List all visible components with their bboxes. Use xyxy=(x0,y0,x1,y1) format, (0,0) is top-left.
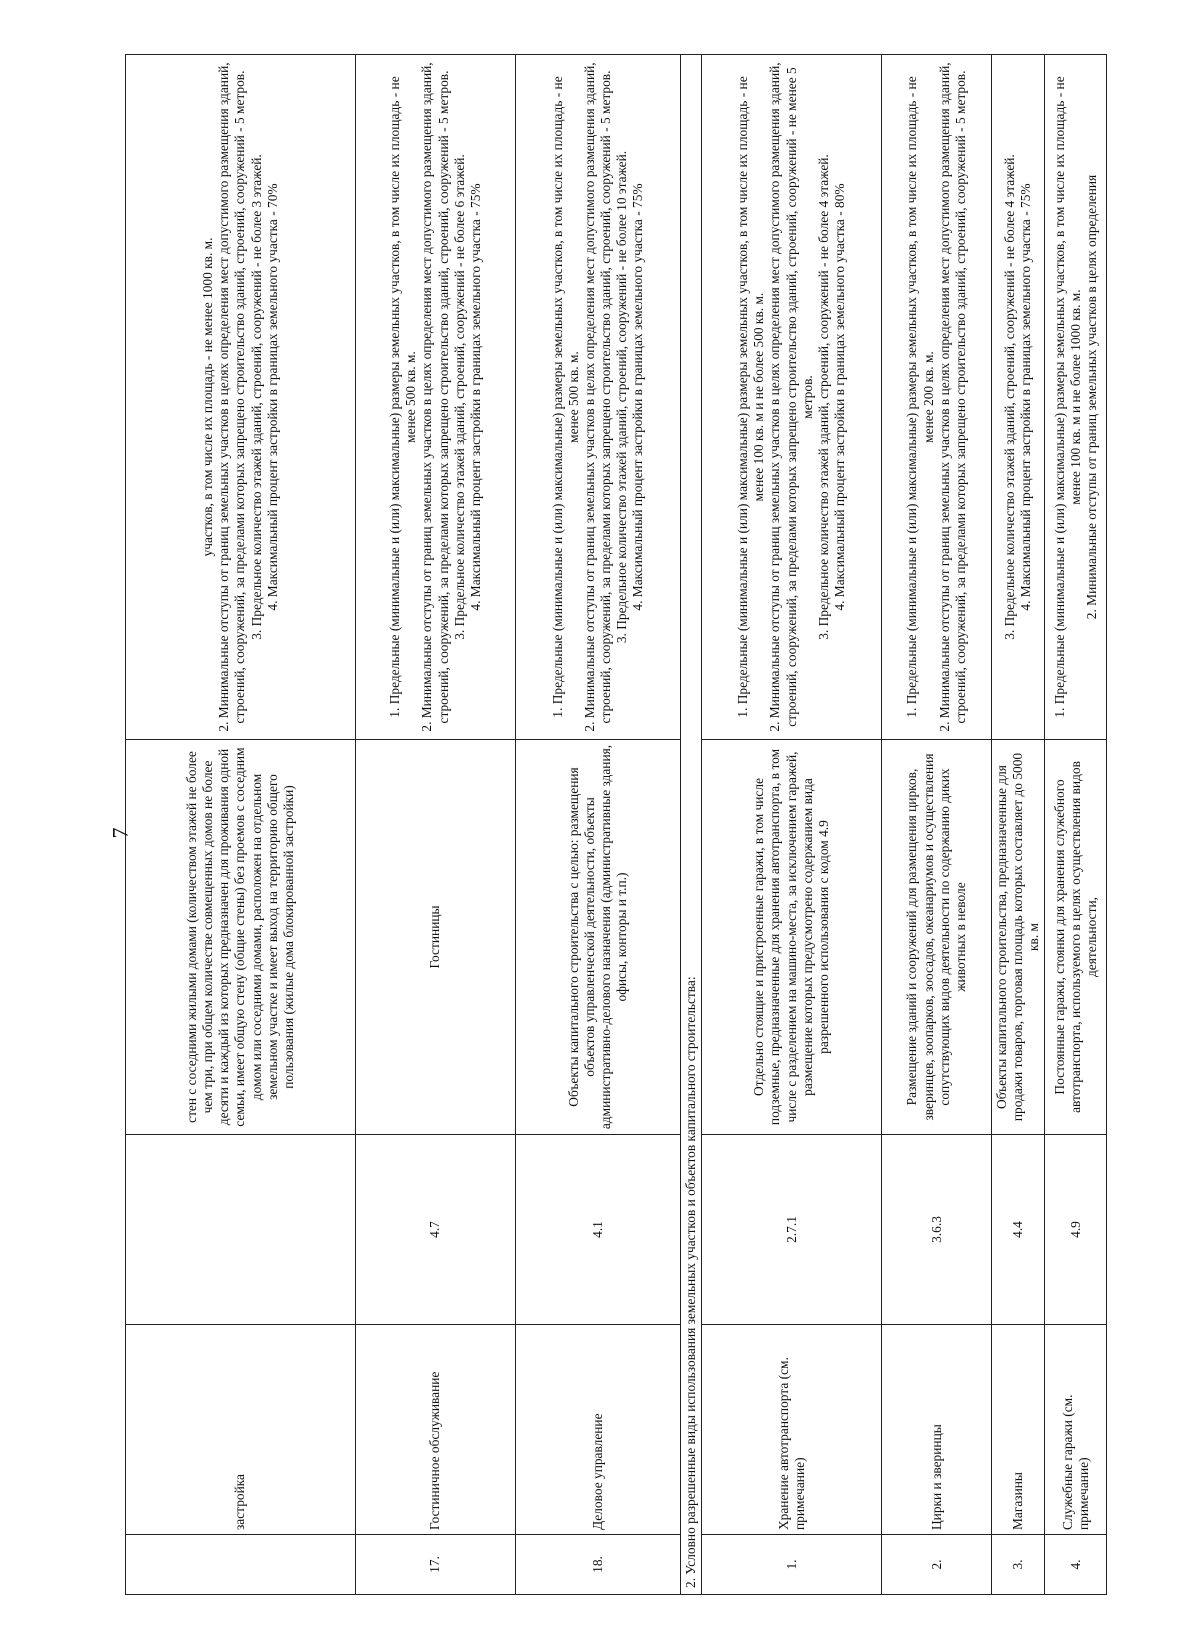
row-number: 3. xyxy=(992,1535,1045,1595)
use-code: 4.4 xyxy=(992,1135,1045,1325)
parameter-line: 1. Предельные (минимальные и (или) максимальные) размеры земельных участков, в том числе их площадь - не менее 200 кв. м. xyxy=(904,76,936,718)
use-description: Размещение зданий и сооружений для размещения цирков, зверинцев, зоопарков, зоосадов, океанариумов и осуществления сопутствующих видов деятельности по содержанию диких животных в неволе xyxy=(882,740,992,1135)
use-name: застройка xyxy=(126,1325,356,1535)
table-row xyxy=(702,55,882,1595)
parameter-line: 2. Минимальные отступы от границ земельных участков в целях определения мест допустимого размещения зданий, строений, сооружений, за пределами которых запрещено строительство зданий, строений, сооружений - 5 метров. xyxy=(936,62,968,732)
use-code xyxy=(126,1135,356,1325)
use-name: Служебные гаражи (см. примечание) xyxy=(1045,1325,1107,1535)
use-description: Отдельно стоящие и пристроенные гаражи, в том числе подземные, предназначенные для хранения автотранспорта, в том числе с разделением на машино-места, за исключением гаражей, размещение которых предусмотрено содержанием вида разрешенного использования с кодом 4.9 xyxy=(702,740,882,1135)
use-name: Хранение автотранспорта (см. примечание) xyxy=(702,1325,882,1535)
parameter-line: 2. Минимальные отступы от границ земельных участков в целях определения мест допустимого размещения зданий, строений, сооружений, за пределами которых запрещено строительство зданий, строений, сооружений - 5 метров. xyxy=(419,62,451,732)
parameters xyxy=(992,55,1045,740)
table-row xyxy=(356,55,516,1595)
parameter-line: 4. Максимальный процент застройки в границах земельного участка - 75% xyxy=(1018,183,1034,611)
parameter-line: 2. Минимальные отступы от границ земельных участков в целях определения мест допустимого размещения зданий, строений, сооружений, за пределами которых запрещено строительство зданий, строений, сооружений - 5 метров. xyxy=(216,62,248,732)
use-name: Гостиничное обслуживание xyxy=(356,1325,516,1535)
parameter-line: 2. Минимальные отступы от границ земельных участков в целях определения мест допустимого размещения зданий, строений, сооружений, за пределами которых запрещено строительство зданий, строений, сооружений - не менее 5 метров. xyxy=(767,62,815,732)
parameter-line: 4. Максимальный процент застройки в границах земельного участка - 75% xyxy=(630,183,646,611)
row-number: 18. xyxy=(516,1535,681,1595)
row-number: 4. xyxy=(1045,1535,1107,1595)
table-row xyxy=(992,55,1045,1595)
row-number xyxy=(126,1535,356,1595)
parameters xyxy=(1045,55,1107,740)
use-code: 2.7.1 xyxy=(702,1135,882,1325)
parameter-line: 3. Предельное количество этажей зданий, строений, сооружений - не более 10 этажей. xyxy=(614,150,630,644)
section-title: 2. Условно разрешенные виды использования земельных участков и объектов капитального строительства: xyxy=(681,55,702,1595)
parameters xyxy=(702,55,882,740)
use-code: 3.6.3 xyxy=(882,1135,992,1325)
parameter-line: 4. Максимальный процент застройки в границах земельного участка - 75% xyxy=(467,183,483,611)
parameter-line: 2. Минимальные отступы от границ земельных участков в целях определения мест допустимого размещения зданий, строений, сооружений, за пределами которых запрещено строительство зданий, строений, сооружений - 5 метров. xyxy=(581,62,613,732)
parameter-line: 3. Предельное количество этажей зданий, строений, сооружений - не более 6 этажей. xyxy=(451,154,467,640)
use-name: Деловое управление xyxy=(516,1325,681,1535)
parameter-line: 3. Предельное количество этажей зданий, строений, сооружений - не более 4 этажей. xyxy=(1002,154,1018,640)
parameter-line: 1. Предельные (минимальные и (или) максимальные) размеры земельных участков, в том числе их площадь - не менее 100 кв. м и не более 1000 кв. м. xyxy=(1051,76,1083,718)
zoning-table xyxy=(125,54,1107,1595)
use-description: Объекты капитального строительства, предназначенные для продажи товаров, торговая площадь которых составляет до 5000 кв. м xyxy=(992,740,1045,1135)
use-code: 4.1 xyxy=(516,1135,681,1325)
parameter-line: 1. Предельные (минимальные и (или) максимальные) размеры земельных участков, в том числе их площадь - не менее 100 кв. м и не более 500 кв. м. xyxy=(735,76,767,718)
parameter-line: 2. Минимальные отступы от границ земельных участков в целях определения xyxy=(1083,174,1099,620)
use-name: Цирки и зверинцы xyxy=(882,1325,992,1535)
row-number: 1. xyxy=(702,1535,882,1595)
parameters xyxy=(126,55,356,740)
row-number: 2. xyxy=(882,1535,992,1595)
parameter-line: 1. Предельные (минимальные и (или) максимальные) размеры земельных участков, в том числе их площадь - не менее 500 кв. м. xyxy=(387,76,419,718)
row-number: 17. xyxy=(356,1535,516,1595)
parameter-line: 3. Предельное количество этажей зданий, строений, сооружений - не более 3 этажей. xyxy=(248,154,264,640)
parameter-line: 4. Максимальный процент застройки в границах земельного участка - 70% xyxy=(264,183,280,611)
use-code: 4.7 xyxy=(356,1135,516,1325)
parameter-line: 3. Предельное количество этажей зданий, строений, сооружений - не более 4 этажей. xyxy=(815,154,831,640)
section-row xyxy=(681,55,702,1595)
use-description: Объекты капитального строительства с целью: размещения объектов управленческой деятельности, объекты административно-делового назначения (административные здания, офисы, конторы и т.п.) xyxy=(516,740,681,1135)
use-description: Постоянные гаражи, стоянки для хранения служебного автотранспорта, используемого в целях осуществления видов деятельности, xyxy=(1045,740,1107,1135)
page-number: 7 xyxy=(107,827,133,839)
parameter-line: 4. Максимальный процент застройки в границах земельного участка - 80% xyxy=(831,183,847,611)
parameter-line: участков, в том числе их площадь - не менее 1000 кв. м. xyxy=(200,237,216,557)
parameters xyxy=(882,55,992,740)
rotated-table-container xyxy=(125,55,1099,1595)
use-code: 4.9 xyxy=(1045,1135,1107,1325)
use-description: Гостиницы xyxy=(356,740,516,1135)
use-name: Магазины xyxy=(992,1325,1045,1535)
table-row xyxy=(1045,55,1107,1595)
table-row xyxy=(882,55,992,1595)
table-row xyxy=(126,55,356,1595)
table-row xyxy=(516,55,681,1595)
parameter-line: 1. Предельные (минимальные и (или) максимальные) размеры земельных участков, в том числе их площадь - не менее 500 кв. м. xyxy=(549,76,581,718)
parameters xyxy=(516,55,681,740)
use-description: стен с соседними жилыми домами (количеством этажей не более чем три, при общем количестве совмещенных домов не более десяти и каждый из которых предназначен для проживания одной семьи, имеет общую стену (общие стены) без проемов с соседним домом или соседними домами, расположен на отдельном земельном участке и имеет выход на территорию общего пользования (жилые дома блокированной застройки) xyxy=(126,740,356,1135)
parameters xyxy=(356,55,516,740)
